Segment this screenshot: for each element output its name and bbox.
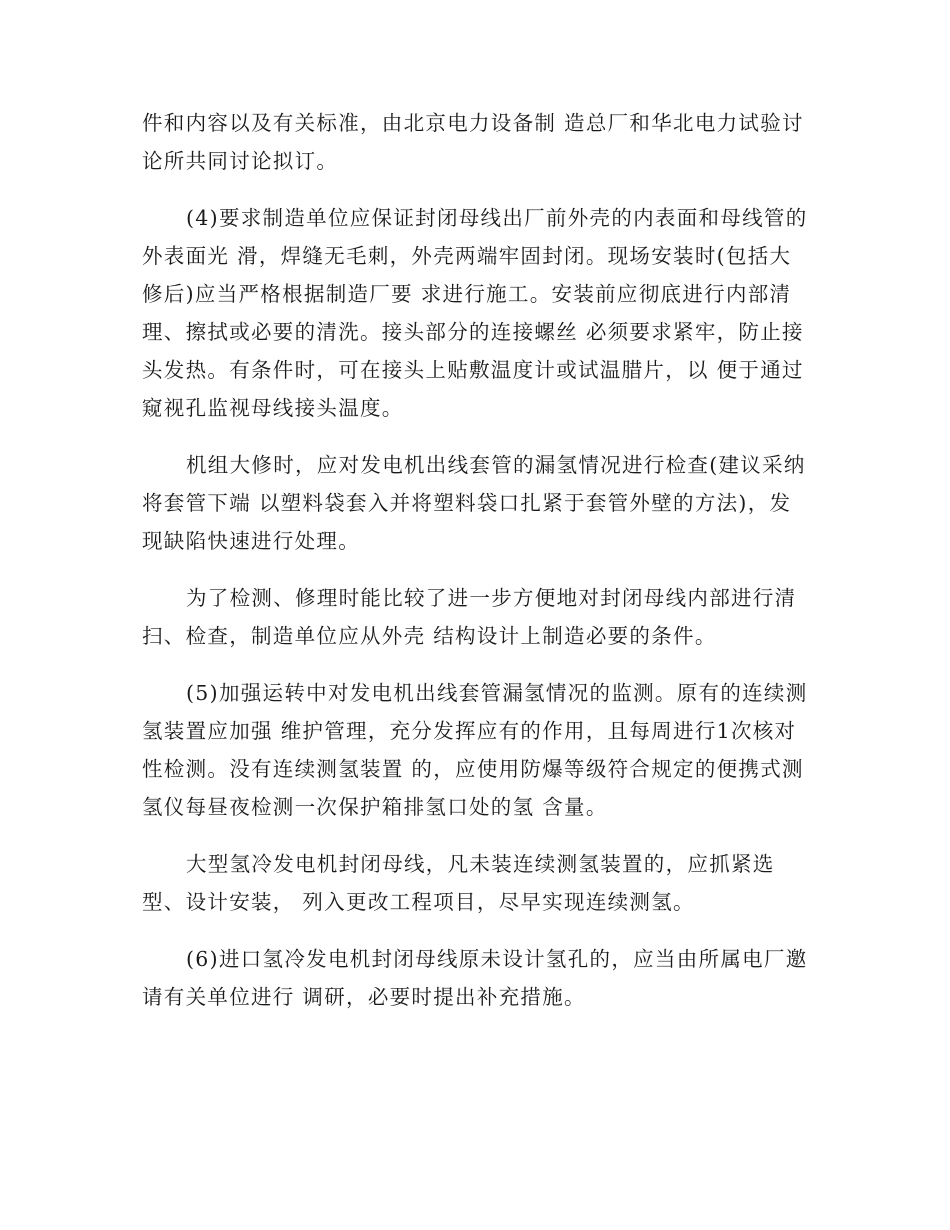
document-page	[142, 104, 814, 1035]
text-line: 头发热。有条件时，可在接头上贴敷温度计或试温腊片，以 便于通过	[142, 358, 804, 382]
text-line: (4)要求制造单位应保证封闭母线出厂前外壳的内表面和母线管的	[186, 206, 808, 230]
text-line: 修后)应当严格根据制造厂要 求进行施工。安装前应彻底进行内部清	[142, 282, 792, 306]
paragraph-6	[142, 845, 814, 921]
text-line: (5)加强运转中对发电机出线套管漏氢情况的监测。原有的连续测	[186, 681, 808, 705]
paragraph-1	[142, 104, 814, 180]
paragraph-3	[142, 446, 814, 560]
text-line: 大型氢冷发电机封闭母线，凡未装连续测氢装置的，应抓紧选	[186, 852, 775, 876]
text-line: 性检测。没有连续测氢装置 的，应使用防爆等级符合规定的便携式测	[142, 757, 804, 781]
text-line: 机组大修时，应对发电机出线套管的漏氢情况进行检查(建议采纳	[186, 453, 806, 477]
text-line: 氢仪每昼夜检测一次保护箱排氢口处的氢 含量。	[142, 795, 608, 819]
text-line: 论所共同讨论拟订。	[142, 149, 339, 173]
text-line: 请有关单位进行 调研，必要时提出补充措施。	[142, 985, 586, 1009]
text-line: 外表面光 滑，焊缝无毛刺，外壳两端牢固封闭。现场安装时(包括大	[142, 244, 792, 268]
text-line: 现缺陷快速进行处理。	[142, 529, 360, 553]
text-line: 将套管下端 以塑料袋套入并将塑料袋口扎紧于套管外壁的方法)，发	[142, 491, 792, 515]
paragraph-4	[142, 579, 814, 655]
text-line: 件和内容以及有关标准，由北京电力设备制 造总厂和华北电力试验讨	[142, 111, 804, 135]
text-line: 扫、检查，制造单位应从外壳 结构设计上制造必要的条件。	[142, 624, 717, 648]
text-line: 为了检测、修理时能比较了进一步方便地对封闭母线内部进行清	[186, 586, 797, 610]
text-line: 理、擦拭或必要的清洗。接头部分的连接螺丝 必须要求紧牢，防止接	[142, 320, 804, 344]
paragraph-5	[142, 674, 814, 826]
text-line: 窥视孔监视母线接头温度。	[142, 396, 404, 420]
paragraph-7	[142, 940, 814, 1016]
text-line: 型、设计安装， 列入更改工程项目，尽早实现连续测氢。	[142, 890, 695, 914]
text-line: (6)进口氢冷发电机封闭母线原未设计氢孔的，应当由所属电厂邀	[186, 947, 808, 971]
paragraph-2	[142, 199, 814, 427]
text-line: 氢装置应加强 维护管理，充分发挥应有的作用，且每周进行1次核对	[142, 719, 797, 743]
